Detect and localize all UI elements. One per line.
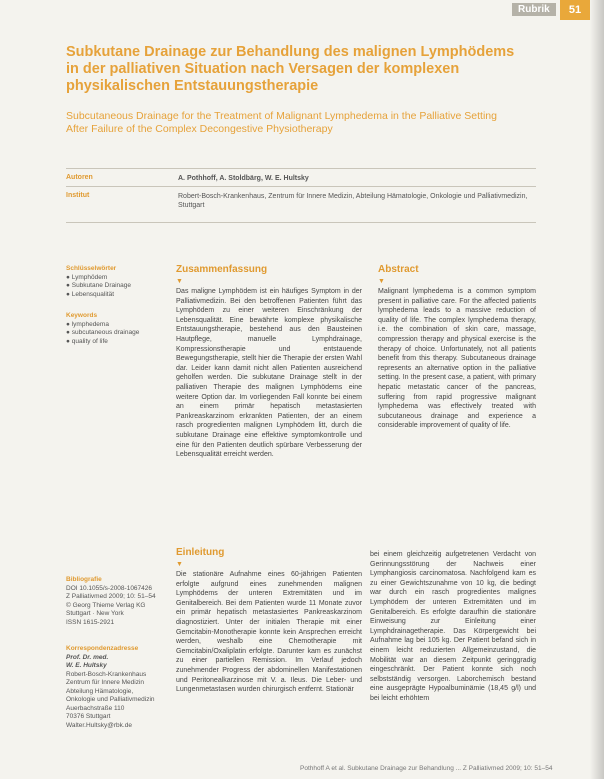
keywords-en-label: Keywords: [66, 312, 98, 319]
divider: [66, 222, 536, 223]
page-number: 51: [560, 0, 590, 20]
abstract-de-heading: Zusammenfassung: [176, 264, 268, 275]
article-title: Subkutane Drainage zur Behandlung des malignen Lymphödems in der palliativen Situation nach Versagen der komplexen physikalischen Entstauungstherapie: [66, 44, 515, 94]
keyword-item: ● Lebensqualität: [66, 290, 115, 298]
authors: A. Pothhoff, A. Stoldbärg, W. E. Hultsky: [178, 175, 309, 182]
intro-text-col1: Die stationäre Aufnahme eines 60-jährigen Patienten erfolgte aufgrund eines zunehmenden malignen Lymphödems der unteren Extremitäten und im Genitalbereich. Bei dem Patienten wurde 11 Monate zuvor ein primär hepatisch metastasiertes Pankreaskarzinom diagnostiziert. Unter der initialen Therapie mit einer Gemcitabin-Monotherapie konnte kein Ansprechen erreicht werden, weshalb eine Chemotherapie mit Gemcitabin/Oxaliplatin erfolgte. Darunter kam es zunächst zu einer partiellen Remission. Im Verlauf jedoch zunehmender Progress der abdominellen Manifestationen und Peritonealkarzinose mit V. a. Ileus. Die Leber- und Lungenmetastasen wurden chirurgisch entfernt. Stationär: [176, 571, 362, 694]
down-arrow-icon: ▼: [378, 278, 385, 285]
page-footer: Pothhoff A et al. Subkutane Drainage zur Behandlung ... Z Palliativmed 2009; 10: 51–54: [300, 765, 553, 772]
intro-heading: Einleitung: [176, 547, 225, 558]
keywords-de-box: [66, 265, 131, 299]
divider: [66, 168, 536, 169]
keywords-en-box: [66, 312, 139, 346]
correspondence-box: Korrespondenzadresse Prof. Dr. med. W. E. Hultsky Robert-Bosch-Krankenhaus Zentrum für Innere Medizin Abteilung Hämatologie, Onkologie und Palliativmedizin Auerbachstraße 110 70376 Stuttgart Walter.Hultsky@rbk.de: [66, 645, 155, 729]
page-header: [500, 0, 604, 20]
bibliography-label: Bibliografie: [66, 576, 102, 583]
keyword-item: ● quality of life: [66, 337, 108, 345]
keyword-item: ● Subkutane Drainage: [66, 282, 131, 289]
correspondence-label: Korrespondenzadresse: [66, 645, 139, 652]
keyword-item: ● Lymphödem: [66, 273, 108, 281]
abstract-en-heading: Abstract: [378, 264, 419, 275]
institute: Robert-Bosch-Krankenhaus, Zentrum für Innere Medizin, Abteilung Hämatologie, Onkologie und Palliativmedizin, Stuttgart: [178, 193, 528, 209]
section-label: Rubrik: [512, 3, 556, 16]
down-arrow-icon: ▼: [176, 278, 183, 285]
bibliography-box: Bibliografie DOI 10.1055/s-2008-1067426 Z Palliativmed 2009; 10: 51–54 © Georg Thieme Verlag KG Stuttgart · New York ISSN 1615-2921: [66, 576, 156, 626]
page-edge-shadow: [590, 0, 604, 779]
institute-label: Institut: [66, 192, 90, 199]
keywords-de-label: Schlüsselwörter: [66, 265, 117, 272]
article-subtitle: Subcutaneous Drainage for the Treatment of Malignant Lymphedema in the Palliative Setting After Failure of the Complex Decongestive Physiotherapy: [66, 110, 497, 135]
divider: [66, 186, 536, 187]
abstract-en-text: Malignant lymphedema is a common symptom present in palliative care. For the affected patients lymphedema leads to a massive reduction of quality of life. The complex lymphedema therapy, i.e. the combination of skin care, massage, compression therapy and physical exercise is the therapy of choice. Unfortunately, not all patients benefit from this therapy. Subcutaneous drainage represents an alternative option in the palliative setting. In the present case, a patient, with primary hepatic metastatic cancer of the pancreas, suffering from rapid progressive malignant lymphedema was effectively treated with subcutaneous drainage and experience a considerable improvement of quality of life.: [378, 288, 536, 430]
keyword-item: ● lymphedema: [66, 320, 109, 328]
keyword-item: ● subcutaneous drainage: [66, 329, 140, 336]
authors-label: Autoren: [66, 174, 93, 181]
down-arrow-icon: ▼: [176, 561, 183, 568]
abstract-de-text: Das maligne Lymphödem ist ein häufiges Symptom in der Palliativmedizin. Bei den betroffenen Patienten führt das Lymphödem zu einer weiteren Einschränkung der Lebensqualität. Eine bewährte komplexe physikalische Entstauungstherapie, bestehend aus den Bausteinen Hautpflege, manuelle Lymphdrainage, Kompressionstherapie und entstauende Bewegungstherapie, stellt hier die Therapie der ersten Wahl dar. Leider kann damit nicht allen Patienten ausreichend geholfen werden. Die subkutane Drainage stellt in der palliativen Therapie des malignen Lymphödems eine weitere Option dar. Im vorliegenden Fall konnte bei einem an einem primär hepatisch metastasierten Pankreaskarzinom erkrankten Patienten, der an einem rasch progredienten malignen Lymphödem litt, durch die subkutane Drainage eine effektive symptomkontrolle und eine für den Patienten deutlich spürbare Verbesserung der Lebensqualität erreicht werden.: [176, 288, 362, 459]
intro-text-col2: bei einem gleichzeitig aufgetretenen Verdacht von Gerinnungsstörung der Nachweis einer Lymphangiosis carcinomatosa. Nachfolgend kam es zu einer Gewichtszunahme von 10 kg, die bedingt war durch ein rasch progredientes malignes Lymphödem der unteren Extremitäten und im Genitalbereich. Es erfolgte daraufhin die stationäre Einweisung zur Einleitung einer Lymphdrainagetherapie. Das Körpergewicht bei Aufnahme lag bei 105 kg. Der Patient befand sich in einem leicht reduzierten Allgemeinzustand, die Mobilität war an diesem Zeitpunkt geringgradig eingeschränkt. Der Patient konnte sich noch selbstständig versorgen. Laborchemisch bestand eine ausgeprägte Hypoalbuminämie (18,45 g/l) und bei leicht erhöhtem: [370, 551, 536, 702]
correspondence-email[interactable]: Walter.Hultsky@rbk.de: [66, 721, 132, 729]
